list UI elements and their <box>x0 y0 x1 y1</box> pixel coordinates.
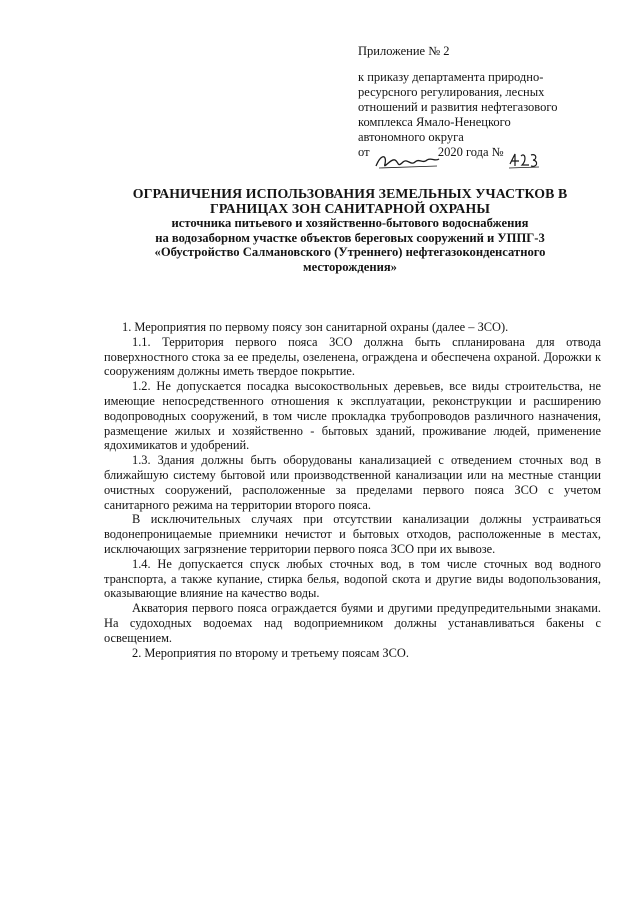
paragraph: 1.2. Не допускается посадка высокоствольных деревьев, все виды строительства, не имеющие непосредственного отношения к эксплуатации, реконструкции и расширению водопроводных сооружений, в том числе прокладка трубопроводов различного назначения, размещение жилых и хозяйственно - бытовых зданий, проживание людей, применение ядохимикатов и удобрений. <box>104 379 601 453</box>
title-main-line: ОГРАНИЧЕНИЯ ИСПОЛЬЗОВАНИЯ ЗЕМЕЛЬНЫХ УЧАСТКОВ В <box>132 186 568 201</box>
paragraph: 2. Мероприятия по второму и третьему поясам ЗСО. <box>132 645 409 660</box>
paragraph: 1. Мероприятия по первому поясу зон санитарной охраны (далее – ЗСО). <box>122 320 509 334</box>
date-prefix: от <box>358 145 370 159</box>
paragraph: 1.1. Территория первого пояса ЗСО должна быть спланирована для отвода поверхностного стока за ее пределы, озеленена, ограждена и обеспечена охраной. Дорожки к сооружениям должны иметь твердое покрытие. <box>104 334 601 379</box>
appendix-line: комплекса Ямало-Ненецкого <box>358 115 511 129</box>
title-sub-line: месторождения» <box>303 259 397 274</box>
paragraph: 1.3. Здания должны быть оборудованы канализацией с отведением сточных вод в ближайшую систему бытовой или производственной канализации или на местные станции очистных сооружений, расположенные за пределами первого пояса ЗСО с учетом санитарного режима на территории второго пояса. <box>104 453 601 512</box>
paragraph: В исключительных случаях при отсутствии канализации должны устраиваться водонепроницаемые приемники нечистот и бытовых отходов, расположенные в местах, исключающих загрязнение территории первого пояса ЗСО при их вывозе. <box>104 512 601 556</box>
appendix-line: к приказу департамента природно- <box>358 70 544 84</box>
paragraph: 1.4. Не допускается спуск любых сточных вод, в том числе сточных вод водного транспорта, а также купание, стирка белья, водопой скота и другие виды водопользования, оказывающие влияние на качество воды. <box>104 556 601 601</box>
appendix-block <box>358 44 557 160</box>
appendix-line: автономного округа <box>358 130 464 144</box>
title-sub-line: источника питьевого и хозяйственно-бытового водоснабжения <box>171 216 529 230</box>
appendix-line: отношений и развития нефтегазового <box>358 100 558 114</box>
title-sub-line: «Обустройство Салмановского (Утреннего) нефтегазоконденсатного <box>154 245 546 259</box>
document-body <box>104 320 601 660</box>
title-main-line: ГРАНИЦАХ ЗОН САНИТАРНОЙ ОХРАНЫ <box>210 201 490 216</box>
document-title <box>100 186 600 274</box>
date-number-row <box>358 145 557 160</box>
paragraph: Акватория первого пояса ограждается буями и другими предупредительными знаками. На судоходных водоемах над водоприемником должны устанавливаться бакены с освещением. <box>104 601 601 645</box>
appendix-title: Приложение № 2 <box>358 44 450 58</box>
date-suffix: 2020 года № <box>437 145 504 159</box>
title-sub-line: на водозаборном участке объектов береговых сооружений и УППГ-3 <box>155 230 545 245</box>
appendix-line: ресурсного регулирования, лесных <box>358 85 545 99</box>
